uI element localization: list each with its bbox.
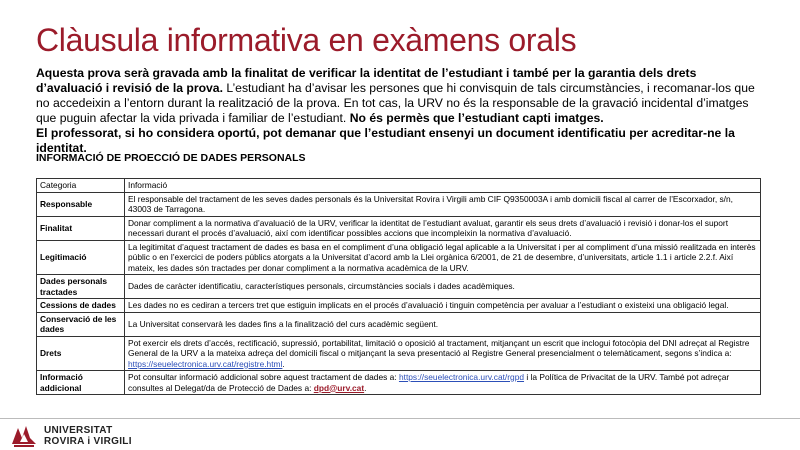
logo-line-2: ROVIRA i VIRGILI [44,436,132,447]
footer-divider [0,418,800,419]
row-category: Informació addicional [37,371,125,395]
row-category: Dades personals tractades [37,275,125,299]
row-category: Legitimació [37,240,125,275]
rgpd-link[interactable]: https://seuelectronica.urv.cat/rgpd [398,372,525,382]
additional-middle: i la Política de Privacitat de la URV. També pot adreçar consultes al Delegat/da de Protecció de Dades a: [128,372,730,393]
row-text [125,336,761,371]
registre-link[interactable]: https://seuelectronica.urv.cat/registre.html [128,358,283,369]
row-category: Conservació de les dades [37,312,125,336]
row-text: Dades de caràcter identificatiu, característiques personals, circumstàncies socials i dades acadèmiques. [125,275,761,299]
table-row [37,371,761,395]
data-protection-table [36,178,761,395]
intro-paragraph-1 [36,66,766,126]
row-text [125,371,761,395]
row-text: Les dades no es cediran a tercers tret que estiguin implicats en el procés d’avaluació i tinguin competència per avaluar a l’estudiant o existeixi una obligació legal. [125,299,761,313]
intro-paragraph-2: El professorat, si ho considera oportú, pot demanar que l’estudiant ensenyi un document identificatiu per acreditar-ne la identitat. [36,126,735,155]
row-category: Finalitat [37,216,125,240]
table-row [37,192,761,216]
logo-wordmark [44,425,132,447]
table-header-info: Informació [125,179,761,193]
urv-logo [10,424,132,448]
row-category: Cessions de dades [37,299,125,313]
intro-text [36,66,766,156]
table-header-category: Categoria [37,179,125,193]
rights-text: Pot exercir els drets d’accés, rectificació, supressió, portabilitat, limitació o oposició al tractament, mitjançant un escrit que inclogui fotocòpia del DNI adreçat al Registre General de la URV a la mateixa adreça del domicili fiscal o mitjançant la seva presentació al Registre General presencialment o telemàticament, segons s’indica a: [128,337,750,358]
table-row [37,299,761,313]
additional-end: . [364,382,367,393]
row-category: Drets [37,336,125,371]
section-heading: INFORMACIÓ DE PROECCIÓ DE DADES PERSONALS [36,152,306,164]
table-row [37,336,761,371]
table-row [37,240,761,275]
table-row [37,275,761,299]
intro-body: L’estudiant ha d’avisar les persones que hi convisquin de tals circumstàncies, i recomanar-los que no accedeixin a l’entorn durant la realització de la prova. En tot cas, la URV no és la responsable de la gravació incidental d’imatges que puguin afectar la vida privada i familiar de l’estudiant. [36,81,755,125]
row-text: Donar compliment a la normativa d’avaluació de la URV, verificar la identitat de l’estudiant avaluat, garantir els seus drets d’avaluació i revisió i donar-los el suport necessari durant el procés d’avaluació, així com identificar possibles accions que incompleixin la normativa d’avaluació. [125,216,761,240]
row-text: El responsable del tractament de les seves dades personals és la Universitat Rovira i Virgili amb CIF Q9350003A i amb domicili fiscal al carrer de l’Escorxador, s/n, 43003 de Tarragona. [125,192,761,216]
row-text: La Universitat conservarà les dades fins a la finalització del curs acadèmic següent. [125,312,761,336]
additional-text: Pot consultar informació addicional sobre aquest tractament de dades a: [128,372,399,382]
table-row [37,216,761,240]
dpd-email-link[interactable]: dpd@urv.cat [313,382,365,393]
logo-line-1: UNIVERSITAT [44,425,113,436]
table-header-row [37,179,761,193]
row-text: La legitimitat d’aquest tractament de dades es basa en el compliment d’una obligació legal aplicable a la Universitat i per al compliment d’una missió realitzada en interès públic o en l’exercici de poders públics atorgats a la Universitat d’acord amb la Llei orgànica 6/2001, de 21 de desembre, d’universitats, article 1.1 i article 2.2.f. Així mateix, les dades són tractades per donar compliment a la normativa acadèmica de la URV. [125,240,761,275]
page-title: Clàusula informativa en exàmens orals [36,22,577,58]
intro-bold-lead: Aquesta prova serà gravada amb la finalitat de verificar la identitat de l’estudiant i també per la garantia dels drets d’avaluació i revisió de la prova. [36,66,697,95]
urv-logo-icon [10,424,38,448]
row-category: Responsable [37,192,125,216]
table-row [37,312,761,336]
rights-after: . [282,358,285,369]
intro-bold-tail: No és permès que l’estudiant capti imatges. [349,111,604,125]
